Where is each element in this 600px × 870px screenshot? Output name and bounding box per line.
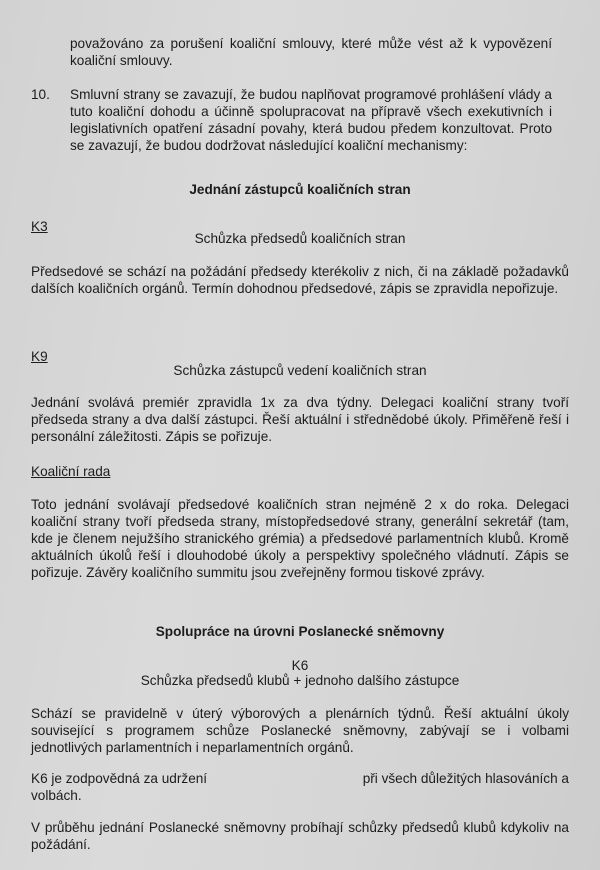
k6-responsibility-start: K6 je zodpovědná za udržení: [31, 771, 208, 786]
k6-responsibility: [31, 770, 569, 804]
k6-title: Schůzka předsedů klubů + jednoho dalšího zástupce: [140, 673, 460, 688]
top-paragraph: považováno za porušení koaliční smlouvy, které může vést až k vypovězení koaliční smlouvy.: [70, 36, 552, 68]
item-10-number: 10.: [31, 87, 50, 102]
k3-text: Předsedové se schází na požádání předsedy kterékoliv z nich, či na základě požadavků dalších koaličních orgánů. Termín dohodnou předsedové, zápis se zpravidla nepořizuje.: [31, 264, 569, 296]
k6-responsibility-line2: volbách.: [31, 788, 82, 803]
item-10-text: Smluvní strany se zavazují, že budou naplňovat programové prohlášení vlády a tuto koaliční dohodu a účinně spolupracovat na přípravě všech exekutivních i legislativních opatření zásadní povahy, která budou předem konzultovat. Proto se zavazují, že budou dodržovat následující koaliční mechanismy:: [70, 87, 552, 153]
k6-responsibility-end: při všech důležitých hlasováních a: [362, 771, 569, 786]
k6-text: Schází se pravidelně v úterý výborových a plenárních týdnů. Řeší aktuální úkoly související s programem schůze Poslanecké sněmovny, zabývají se i volbami jednotlivých parlamentních i neparlamentních orgánů.: [31, 706, 569, 755]
k9-code: K9: [31, 349, 48, 364]
coalition-council-text: Toto jednání svolávají předsedové koaličních stran nejméně 2 x do roka. Delegaci koaliční strany tvoří předseda strany, místopředsedové strany, generální sekretář (tam, kde je členem nejužšího stranického grémia) a předsedové parlamentních klubů. Kromě aktuálních úkolů řeší i dlouhodobé úkoly a perspektivy společného vládnutí. Zápis se pořizuje. Závěry koaličního summitu jsou zveřejněny formou tiskové zprávy.: [31, 497, 569, 580]
k6-code: K6: [291, 658, 309, 673]
k9-text: Jednání svolává premiér zpravidla 1x za dva týdny. Delegaci koaliční strany tvoří předseda strany a dva další zástupci. Řeší aktuální i střednědobé úkoly. Přiměřeně řeší i personální záležitosti. Zápis se pořizuje.: [31, 395, 569, 444]
closing-paragraph: V průběhu jednání Poslanecké sněmovny probíhají schůzky předsedů klubů kdykoliv na požádání.: [31, 820, 569, 852]
section-heading-chamber-cooperation: Spolupráce na úrovni Poslanecké sněmovny: [155, 624, 445, 639]
section-heading-coalition-meetings: Jednání zástupců koaličních stran: [189, 182, 411, 197]
k3-title: Schůzka předsedů koaličních stran: [194, 231, 406, 246]
k3-code: K3: [31, 219, 48, 234]
coalition-council-title: Koaliční rada: [31, 464, 111, 479]
k9-title: Schůzka zástupců vedení koaličních stran: [173, 363, 427, 378]
